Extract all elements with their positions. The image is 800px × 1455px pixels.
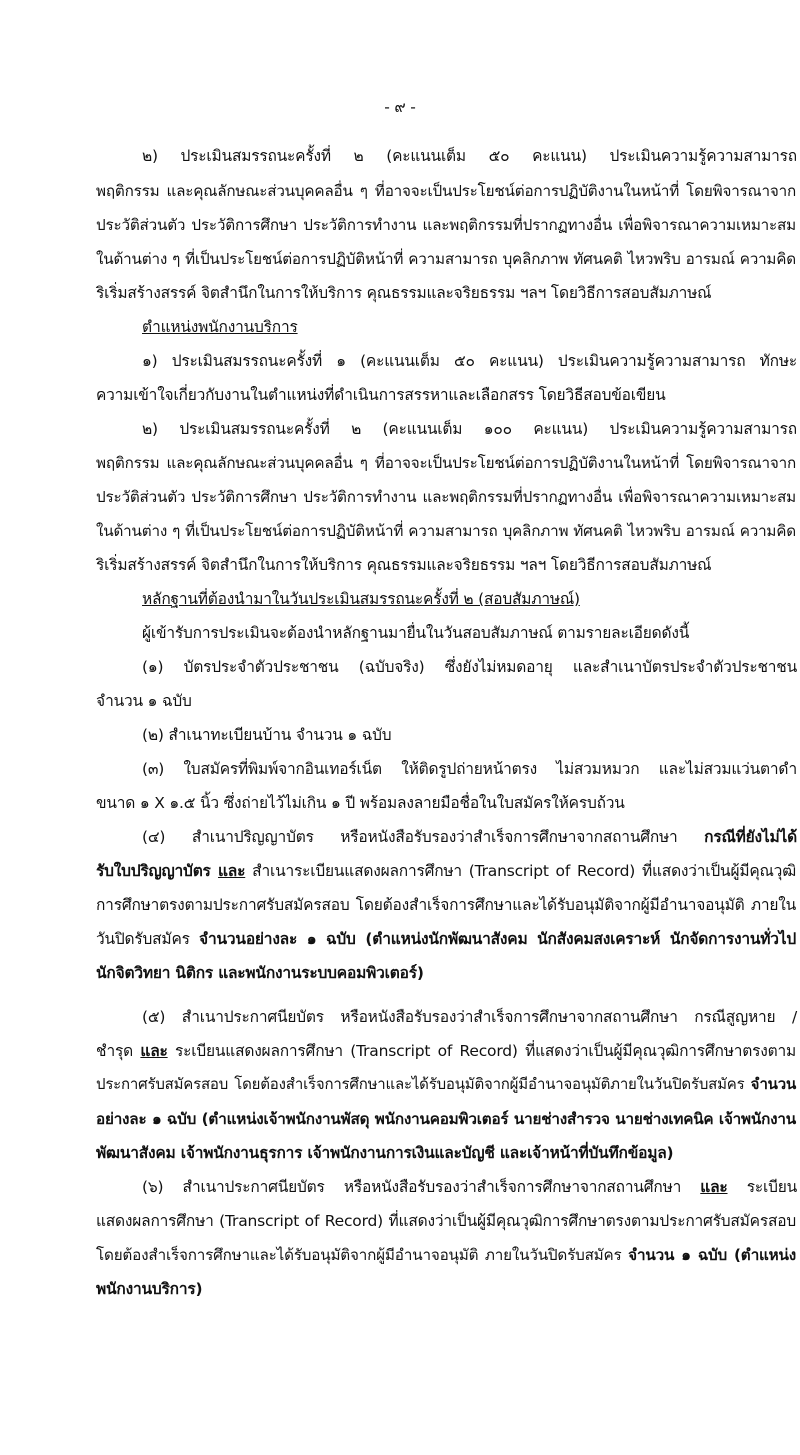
text-run: โดยต้องสำเร็จการศึกษาและได้รับอนุมัติจากผู้มีอำนาจอนุมัติ ภายในวันปิดรับสมัคร xyxy=(96,1246,629,1264)
text-run: ชำรุด xyxy=(96,1042,141,1060)
text-run: (๔) สำเนาปริญญาบัตร หรือหนังสือรับรองว่าสำเร็จการศึกษาจากสถานศึกษา xyxy=(142,828,705,846)
text-run: วันปิดรับสมัคร xyxy=(96,930,199,948)
text-line xyxy=(96,926,796,951)
text-line: การศึกษาตรงตามประกาศรับสมัครสอบ โดยต้องสำเร็จการศึกษาและได้รับอนุมัติจากผู้มีอำนาจอนุมัติ ภายใน xyxy=(96,896,796,914)
text-line: จำนวน ๑ ฉบับ xyxy=(96,692,192,710)
text-line: อย่างละ ๑ ฉบับ (ตำแหน่งเจ้าพนักงานพัสดุ พนักงานคอมพิวเตอร์ นายช่างสำรวจ นายช่างเทคนิค เจ้าพนักงาน xyxy=(96,1110,796,1128)
text-line: (๕) สำเนาประกาศนียบัตร หรือหนังสือรับรองว่าสำเร็จการศึกษาจากสถานศึกษา กรณีสูญหาย / xyxy=(142,1008,797,1026)
text-line: (๓) ใบสมัครที่พิมพ์จากอินเทอร์เน็ต ให้ติดรูปถ่ายหน้าตรง ไม่สวมหมวก และไม่สวมแว่นตาดำ xyxy=(142,760,797,778)
text-line: ความเข้าใจเกี่ยวกับงานในตำแหน่งที่ดำเนินการสรรหาและเลือกสรร โดยวิธีสอบข้อเขียน xyxy=(96,386,666,404)
text-line: ในด้านต่าง ๆ ที่เป็นประโยชน์ต่อการปฏิบัติหน้าที่ ความสามารถ บุคลิกภาพ ทัศนคติ ไหวพริบ อารมณ์ ความคิด xyxy=(96,250,796,268)
text-line: พัฒนาสังคม เจ้าพนักงานธุรการ เจ้าพนักงานการเงินและบัญชี และเจ้าหน้าที่บันทึกข้อมูล) xyxy=(96,1144,674,1162)
text-line xyxy=(96,858,796,883)
section-heading-service-staff: ตำแหน่งพนักงานบริการ xyxy=(142,318,298,336)
text-line: (๑) บัตรประจำตัวประชาชน (ฉบับจริง) ซึ่งยังไม่หมดอายุ และสำเนาบัตรประจำตัวประชาชน xyxy=(142,658,797,676)
text-run-bold: กรณีที่ยังไม่ได้ xyxy=(704,828,797,846)
text-line: ประวัติส่วนตัว ประวัติการศึกษา ประวัติการทำงาน และพฤติกรรมที่ปรากฏทางอื่น เพื่อพิจารณาความเหมาะสม xyxy=(96,488,796,506)
text-line xyxy=(142,1174,797,1199)
text-run-bold: จำนวน xyxy=(750,1075,796,1093)
text-line: พนักงานบริการ) xyxy=(96,1280,203,1298)
text-line: ริเริ่มสร้างสรรค์ จิตสำนึกในการให้บริการ คุณธรรมและจริยธรรม ฯลฯ โดยวิธีการสอบสัมภาษณ์ xyxy=(96,284,712,302)
text-run-bold-underline: และ xyxy=(700,1178,728,1196)
text-line: ขนาด ๑ X ๑.๕ นิ้ว ซึ่งถ่ายไว้ไม่เกิน ๑ ปี พร้อมลงลายมือชื่อในใบสมัครให้ครบถ้วน xyxy=(96,794,625,812)
text-line: ในด้านต่าง ๆ ที่เป็นประโยชน์ต่อการปฏิบัติหน้าที่ ความสามารถ บุคลิกภาพ ทัศนคติ ไหวพริบ อารมณ์ ความคิด xyxy=(96,522,796,540)
text-run: ระเบียนแสดงผลการศึกษา (Transcript of Record) ที่แสดงว่าเป็นผู้มีคุณวุฒิการศึกษาตรงตาม xyxy=(167,1042,796,1060)
text-line: พฤติกรรม และคุณลักษณะส่วนบุคคลอื่น ๆ ที่อาจจะเป็นประโยชน์ต่อการปฏิบัติงานในหน้าที่ โดยพิจารณาจาก xyxy=(96,454,796,472)
text-line: ๒) ประเมินสมรรถนะครั้งที่ ๒ (คะแนนเต็ม ๕๐ คะแนน) ประเมินความรู้ความสามารถ xyxy=(142,147,797,165)
text-line: พฤติกรรม และคุณลักษณะส่วนบุคคลอื่น ๆ ที่อาจจะเป็นประโยชน์ต่อการปฏิบัติงานในหน้าที่ โดยพิจารณาจาก xyxy=(96,182,796,200)
text-run-bold: รับใบปริญญาบัตร xyxy=(96,862,219,880)
text-line xyxy=(96,1072,796,1096)
text-line: ประวัติส่วนตัว ประวัติการศึกษา ประวัติการทำงาน และพฤติกรรมที่ปรากฏทางอื่น เพื่อพิจารณาความเหมาะสม xyxy=(96,216,796,234)
text-run-bold: จำนวนอย่างละ ๑ ฉบับ (ตำแหน่งนักพัฒนาสังคม นักสังคมสงเคราะห์ นักจัดการงานทั่วไป xyxy=(198,930,797,948)
text-line: ริเริ่มสร้างสรรค์ จิตสำนึกในการให้บริการ คุณธรรมและจริยธรรม ฯลฯ โดยวิธีการสอบสัมภาษณ์ xyxy=(96,556,712,574)
text-line: นักจิตวิทยา นิติกร และพนักงานระบบคอมพิวเตอร์) xyxy=(96,964,424,982)
text-run-bold-underline: และ xyxy=(140,1042,168,1060)
text-run: (๖) สำเนาประกาศนียบัตร หรือหนังสือรับรองว่าสำเร็จการศึกษาจากสถานศึกษา xyxy=(142,1178,701,1196)
evidence-item-2: (๒) สำเนาทะเบียนบ้าน จำนวน ๑ ฉบับ xyxy=(142,726,392,744)
text-line: ๑) ประเมินสมรรถนะครั้งที่ ๑ (คะแนนเต็ม ๕๐ คะแนน) ประเมินความรู้ความสามารถ ทักษะ xyxy=(142,352,797,370)
text-run: สำเนาระเบียนแสดงผลการศึกษา (Transcript of Record) ที่แสดงว่าเป็นผู้มีคุณวุฒิ xyxy=(245,862,796,880)
text-run-bold-underline: และ xyxy=(218,862,246,880)
text-run-bold: จำนวน ๑ ฉบับ (ตำแหน่ง xyxy=(628,1246,797,1264)
evidence-intro: ผู้เข้ารับการประเมินจะต้องนำหลักฐานมายื่นในวันสอบสัมภาษณ์ ตามรายละเอียดดังนี้ xyxy=(142,624,690,642)
text-line xyxy=(96,1242,796,1267)
section-heading-evidence: หลักฐานที่ต้องนำมาในวันประเมินสมรรถนะครั้งที่ ๒ (สอบสัมภาษณ์) xyxy=(142,590,580,608)
text-line: ๒) ประเมินสมรรถนะครั้งที่ ๒ (คะแนนเต็ม ๑๐๐ คะแนน) ประเมินความรู้ความสามารถ xyxy=(142,420,797,438)
text-run: ระเบียน xyxy=(727,1178,797,1196)
text-run: ประกาศรับสมัครสอบ โดยต้องสำเร็จการศึกษาและได้รับอนุมัติจากผู้มีอำนาจอนุมัติภายในวันปิดรับสมัคร xyxy=(96,1075,751,1093)
page-number: - ๙ - xyxy=(384,98,416,116)
text-line: แสดงผลการศึกษา (Transcript of Record) ที่แสดงว่าเป็นผู้มีคุณวุฒิการศึกษาตรงตามประกาศรับสมัครสอบ xyxy=(96,1212,796,1230)
text-line xyxy=(96,1038,796,1063)
text-line xyxy=(142,824,797,849)
